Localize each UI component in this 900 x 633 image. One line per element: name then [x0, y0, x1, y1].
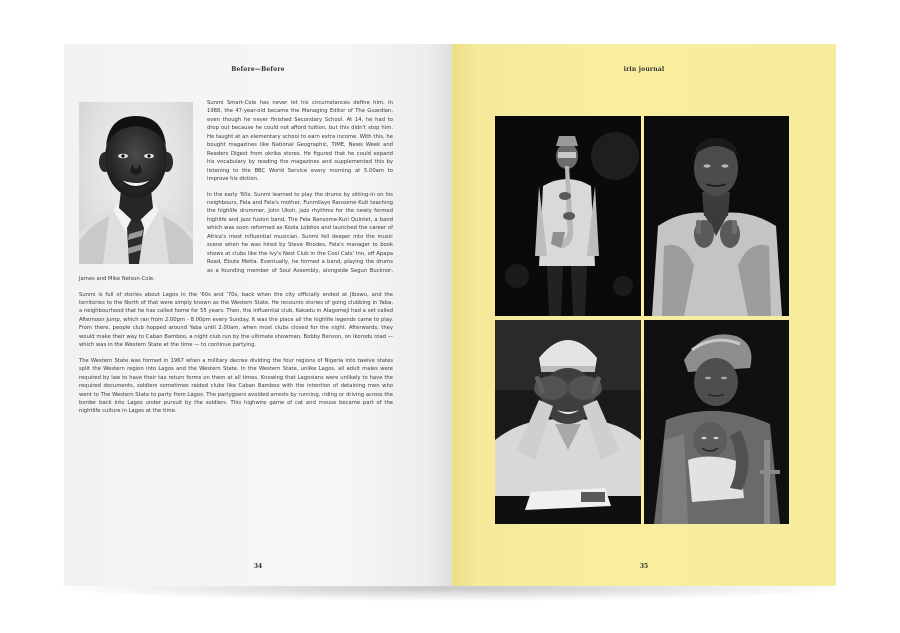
portrait-wrap-spacer [79, 99, 207, 267]
photo-saxophonist [495, 116, 641, 316]
paragraph-4: The Western State was formed in 1967 when a military decree dividing the four regions of Nigeria into twelve states split the Western region into Lagos and the Western State. In the Western State, unlike Lagos, all adult males were required by law to have their tax return forms on them at all times. Knowing that Lagosians were unlikely to have the required documents, soldiers sometimes raided clubs like Caban Bamboo with the intention of detaining men who went to The Western State to party from Lagos. The partygoers avoided arrests by running, riding or driving across the border back into Lagos under pursuit by the soldiers. This highwire game of cat and mouse became part of the nightlife culture in Lagos at the time. [79, 357, 393, 415]
left-running-head: Before—Before [231, 66, 285, 73]
paragraph-3: Sunmi is full of stories about Lagos in the '60s and '70s, back when the city officially ended at Jibowu, and the territories to the North of that were simply known as the Western State. He recounts stories of going clubbing in Yaba, a neighbourhood that he has called home for 55 years. Then, the influential club, Kakadu in Alagomeji had a set called Afternoon Jump, which ran from 2.00pm - 8.00pm every Sunday. It was the place all the highlife legends came to play. From there, people club hopped around Yaba until 2.00am, when most clubs closed for the night. Afterwards, they would make their way to Caban Bamboo, a night club run by the ultimate showman, Bobby Benson, on Ikorodu road — which was in the Western State at the time — to continue partying. [79, 291, 393, 349]
right-page [452, 44, 836, 586]
man-hands-illustration [644, 116, 789, 316]
woman-child-illustration [644, 320, 789, 524]
right-running-head: irin journal [623, 66, 665, 73]
left-page [64, 44, 452, 586]
left-page-number: 34 [253, 563, 263, 570]
man-covering-eyes-illustration [495, 320, 641, 524]
paragraph-2: In the early '60s, Sunmi learned to play the drums by sitting-in on his neighbours, Fela and Fela's mother, Funmilayo Ransome Kuti teaching the highlife drummer, John Ukoh, jazz rhythms for the newly formed highlife and jazz fusion band, The Fela Ransome-Kuti Quintet, a band which was soon reformed as Koola Lobitos and launched the career of Africa's most influential musician. Sunmi fell deeper into the music scene when he was hired by Steve Rhodes, Fela's manager to book shows at clubs like the Ivy's Nest Club in the Cool Cats' Inn, off Apapa Road, Ebute Metta. Eventually, he formed a band, playing the drums as a founding member of Soul Assembly, alongside Segun Bucknor, James and Mike Nelson-Cole. [79, 191, 393, 283]
right-page-number: 35 [639, 563, 649, 570]
article-body [79, 99, 393, 423]
photo-man-hands-clasped [644, 116, 789, 316]
saxophonist-illustration [495, 116, 641, 316]
photo-woman-with-child [644, 320, 789, 524]
paragraph-1: Sunmi Smart-Cole has never let his circumstances define him. In 1988, the 47-year-old became the Managing Editor of The Guardian, even though he never finished Secondary School. At 14, he had to drop out because he could not afford tuition, but this didn't stop him. He taught at an elementary school to earn extra income. With this, he bought magazines like National Geographic, TIME, News Week and Readers Digest from okrika stores. He figured that he could expand his vocabulary by reading the magazines and supplemented this by listening to the BBC World Service every morning at 5.00am to improve his diction. [207, 100, 393, 183]
photo-man-covering-eyes [495, 320, 641, 524]
